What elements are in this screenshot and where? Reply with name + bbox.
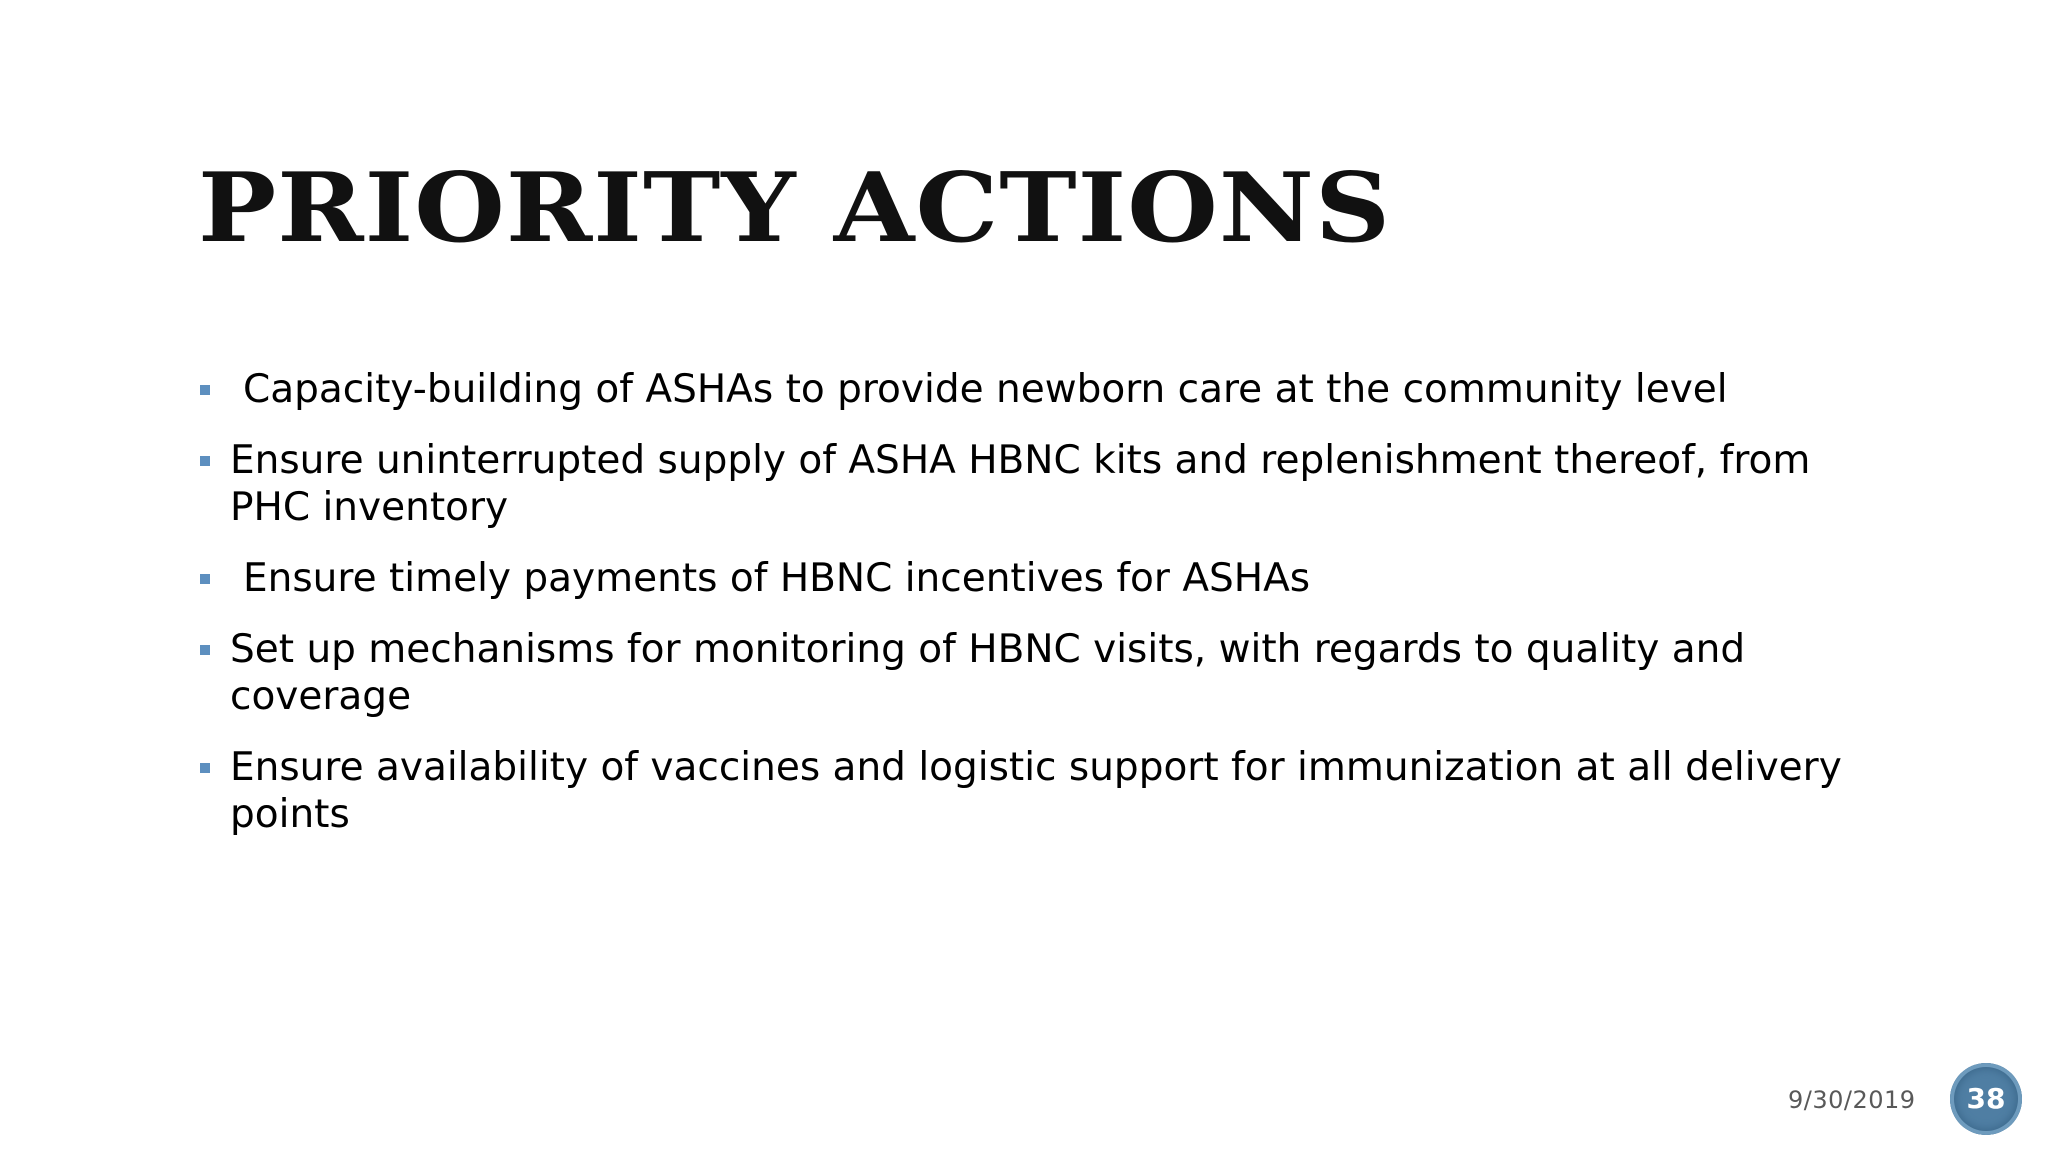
bullet-item xyxy=(198,626,1878,720)
bullet-text: Ensure timely payments of HBNC incentives for ASHAs xyxy=(243,556,1311,601)
bullet-list xyxy=(198,366,1878,862)
bullet-item xyxy=(198,555,1878,602)
bullet-text: Capacity-building of ASHAs to provide newborn care at the community level xyxy=(243,367,1728,412)
slide-title: PRIORITY ACTIONS xyxy=(198,150,1392,264)
square-bullet-icon xyxy=(200,574,210,584)
page-number: 38 xyxy=(1966,1082,2006,1115)
bullet-item xyxy=(198,744,1878,838)
page-number-badge xyxy=(1950,1063,2022,1135)
slide-date: 9/30/2019 xyxy=(1788,1086,1916,1114)
bullet-item xyxy=(198,366,1878,413)
bullet-text: Set up mechanisms for monitoring of HBNC visits, with regards to quality and coverage xyxy=(230,627,1746,719)
square-bullet-icon xyxy=(200,385,210,395)
bullet-text: Ensure availability of vaccines and logistic support for immunization at all delivery points xyxy=(230,745,1842,837)
square-bullet-icon xyxy=(200,763,210,773)
bullet-text: Ensure uninterrupted supply of ASHA HBNC kits and replenishment thereof, from PHC inventory xyxy=(230,438,1811,530)
square-bullet-icon xyxy=(200,456,210,466)
square-bullet-icon xyxy=(200,645,210,655)
bullet-item xyxy=(198,437,1878,531)
